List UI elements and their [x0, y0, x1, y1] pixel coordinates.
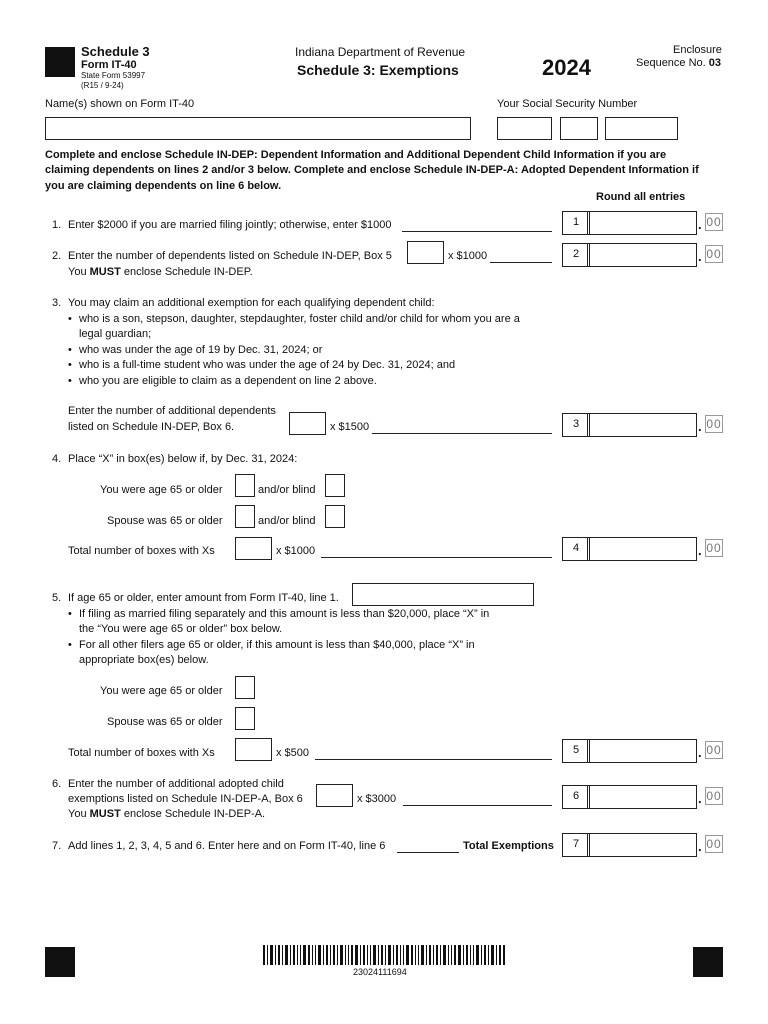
- line3-amount-input[interactable]: [587, 413, 697, 437]
- line1-cents: 00: [706, 215, 722, 229]
- line4-you-65-checkbox[interactable]: [235, 474, 255, 497]
- tax-year: 2024: [542, 55, 591, 80]
- line7-amount-input[interactable]: [587, 833, 697, 857]
- total-exemptions-label: Total Exemptions: [463, 840, 554, 852]
- line5-total-label: Total number of boxes with Xs: [68, 747, 215, 759]
- line3-decimal: .: [698, 419, 702, 434]
- line6-box-number: 6: [562, 785, 590, 809]
- line5-you-65-checkbox[interactable]: [235, 676, 255, 699]
- line3-bullet-1: • who is a son, stepson, daughter, stepdaughter, foster child and/or child for whom you are a: [79, 313, 520, 325]
- corner-registration-mark: [45, 47, 75, 77]
- line4-number: 4.: [52, 453, 62, 465]
- bottom-right-registration-mark: [693, 947, 723, 977]
- line6-amount-input[interactable]: [587, 785, 697, 809]
- line3-number: 3.: [52, 297, 62, 309]
- line2-note: You MUST enclose Schedule IN-DEP.: [68, 266, 253, 278]
- line5-cents: 00: [706, 743, 722, 757]
- line4-leader: [321, 557, 552, 558]
- line6-decimal: .: [698, 791, 702, 806]
- state-form-label: State Form 53997: [81, 71, 146, 80]
- line2-number: 2.: [52, 250, 62, 262]
- line2-multiplier: x $1000: [448, 250, 488, 262]
- line6-number: 6.: [52, 778, 62, 790]
- line1-number: 1.: [52, 219, 62, 231]
- line3-additional-dependents-input[interactable]: [289, 412, 326, 435]
- line1-leader: [402, 231, 552, 232]
- line3-box-number: 3: [562, 413, 590, 437]
- line4-total-boxes-input[interactable]: [235, 537, 272, 560]
- line5-you-65-label: You were age 65 or older: [100, 685, 223, 697]
- line5-spouse-65-label: Spouse was 65 or older: [107, 716, 223, 728]
- line4-cents: 00: [706, 541, 722, 555]
- line3-bullet-1-cont: legal guardian;: [79, 328, 152, 340]
- line5-bullet-1-cont: the “You were age 65 or older” box below.: [79, 623, 283, 635]
- line7-number: 7.: [52, 840, 62, 852]
- line4-decimal: .: [698, 543, 702, 558]
- line4-box-number: 4: [562, 537, 590, 561]
- line6-text-1: Enter the number of additional adopted child: [68, 778, 284, 790]
- line5-leader: [315, 759, 552, 760]
- line7-cents: 00: [706, 837, 722, 851]
- line2-leader: [490, 262, 552, 263]
- names-input[interactable]: [45, 117, 471, 140]
- line3-leader: [372, 433, 552, 434]
- line3-enter-text-1: Enter the number of additional dependents: [68, 405, 276, 417]
- names-label: Name(s) shown on Form IT-40: [45, 98, 195, 110]
- line6-text-2: exemptions listed on Schedule IN-DEP-A, Box 6: [68, 793, 303, 805]
- line4-you-blind-label: and/or blind: [258, 484, 316, 496]
- line5-bullet-2-cont: appropriate box(es) below.: [79, 654, 209, 666]
- instructions-line1: Complete and enclose Schedule IN-DEP: Dependent Information and Additional Dependent Child Information if you are: [45, 149, 667, 161]
- department-name: Indiana Department of Revenue: [295, 45, 466, 59]
- line4-text: Place “X” in box(es) below if, by Dec. 31, 2024:: [68, 453, 298, 465]
- line6-note: You MUST enclose Schedule IN-DEP-A.: [68, 808, 266, 820]
- line5-number: 5.: [52, 592, 62, 604]
- line4-spouse-blind-label: and/or blind: [258, 515, 316, 527]
- line6-cents: 00: [706, 789, 722, 803]
- line7-box-number: 7: [562, 833, 590, 857]
- line4-multiplier: x $1000: [276, 545, 316, 557]
- line2-cents: 00: [706, 247, 722, 261]
- line3-enter-text-2: listed on Schedule IN-DEP, Box 6.: [68, 421, 235, 433]
- line6-multiplier: x $3000: [357, 793, 397, 805]
- line3-bullet-4: • who you are eligible to claim as a dependent on line 2 above.: [79, 375, 377, 387]
- line1-amount-input[interactable]: [587, 211, 697, 235]
- line2-text: Enter the number of dependents listed on Schedule IN-DEP, Box 5: [68, 250, 392, 262]
- line1-box-number: 1: [562, 211, 590, 235]
- line7-text: Add lines 1, 2, 3, 4, 5 and 6. Enter here and on Form IT-40, line 6: [68, 840, 386, 852]
- ssn-part3-input[interactable]: [605, 117, 678, 140]
- line4-spouse-blind-checkbox[interactable]: [325, 505, 345, 528]
- line2-amount-input[interactable]: [587, 243, 697, 267]
- line7-leader: [397, 852, 459, 853]
- form-label: Form IT-40: [81, 59, 137, 71]
- line2-decimal: .: [698, 249, 702, 264]
- line5-spouse-65-checkbox[interactable]: [235, 707, 255, 730]
- sequence-number: Sequence No. 03: [636, 57, 722, 69]
- line2-box-number: 2: [562, 243, 590, 267]
- line3-text: You may claim an additional exemption for each qualifying dependent child:: [68, 297, 435, 309]
- enclosure-label: Enclosure: [673, 44, 722, 56]
- line4-amount-input[interactable]: [587, 537, 697, 561]
- line5-amount-input[interactable]: [587, 739, 697, 763]
- line2-dependents-count-input[interactable]: [407, 241, 444, 264]
- line4-spouse-65-label: Spouse was 65 or older: [107, 515, 223, 527]
- line1-decimal: .: [698, 217, 702, 232]
- line7-decimal: .: [698, 839, 702, 854]
- line4-total-label: Total number of boxes with Xs: [68, 545, 215, 557]
- ssn-label: Your Social Security Number: [497, 98, 638, 110]
- schedule-label: Schedule 3: [81, 44, 150, 59]
- line4-spouse-65-checkbox[interactable]: [235, 505, 255, 528]
- ssn-part2-input[interactable]: [560, 117, 598, 140]
- line5-bullet-2: • For all other filers age 65 or older, if this amount is less than $40,000, place “X” in: [79, 639, 475, 651]
- line4-you-blind-checkbox[interactable]: [325, 474, 345, 497]
- line5-decimal: .: [698, 745, 702, 760]
- barcode-icon: [263, 945, 505, 965]
- line5-bullet-1: • If filing as married filing separately and this amount is less than $20,000, place “X” in: [79, 608, 489, 620]
- line6-adopted-exemptions-input[interactable]: [316, 784, 353, 807]
- line3-multiplier: x $1500: [330, 421, 370, 433]
- line4-you-65-label: You were age 65 or older: [100, 484, 223, 496]
- line3-bullet-2: • who was under the age of 19 by Dec. 31, 2024; or: [79, 344, 322, 356]
- round-entries-note: Round all entries: [596, 191, 686, 203]
- line5-income-input[interactable]: [352, 583, 534, 606]
- line5-multiplier: x $500: [276, 747, 310, 759]
- instructions-line3: you are claiming dependents on line 6 below.: [45, 180, 282, 192]
- line1-text: Enter $2000 if you are married filing jointly; otherwise, enter $1000: [68, 219, 392, 231]
- revision-label: (R15 / 9-24): [81, 81, 124, 90]
- line5-box-number: 5: [562, 739, 590, 763]
- instructions-line2: claiming dependents on lines 2 and/or 3 below. Complete and enclose Schedule IN-DEP-A: Adopted Dependent Information if: [45, 164, 699, 176]
- barcode-number: 23024111694: [353, 967, 407, 977]
- line6-leader: [403, 805, 552, 806]
- line3-bullet-3: • who is a full-time student who was under the age of 24 by Dec. 31, 2024; and: [79, 359, 455, 371]
- page-title: Schedule 3: Exemptions: [297, 62, 459, 78]
- line5-text: If age 65 or older, enter amount from Form IT-40, line 1.: [68, 592, 339, 604]
- ssn-part1-input[interactable]: [497, 117, 552, 140]
- line5-total-boxes-input[interactable]: [235, 738, 272, 761]
- line3-cents: 00: [706, 417, 722, 431]
- bottom-left-registration-mark: [45, 947, 75, 977]
